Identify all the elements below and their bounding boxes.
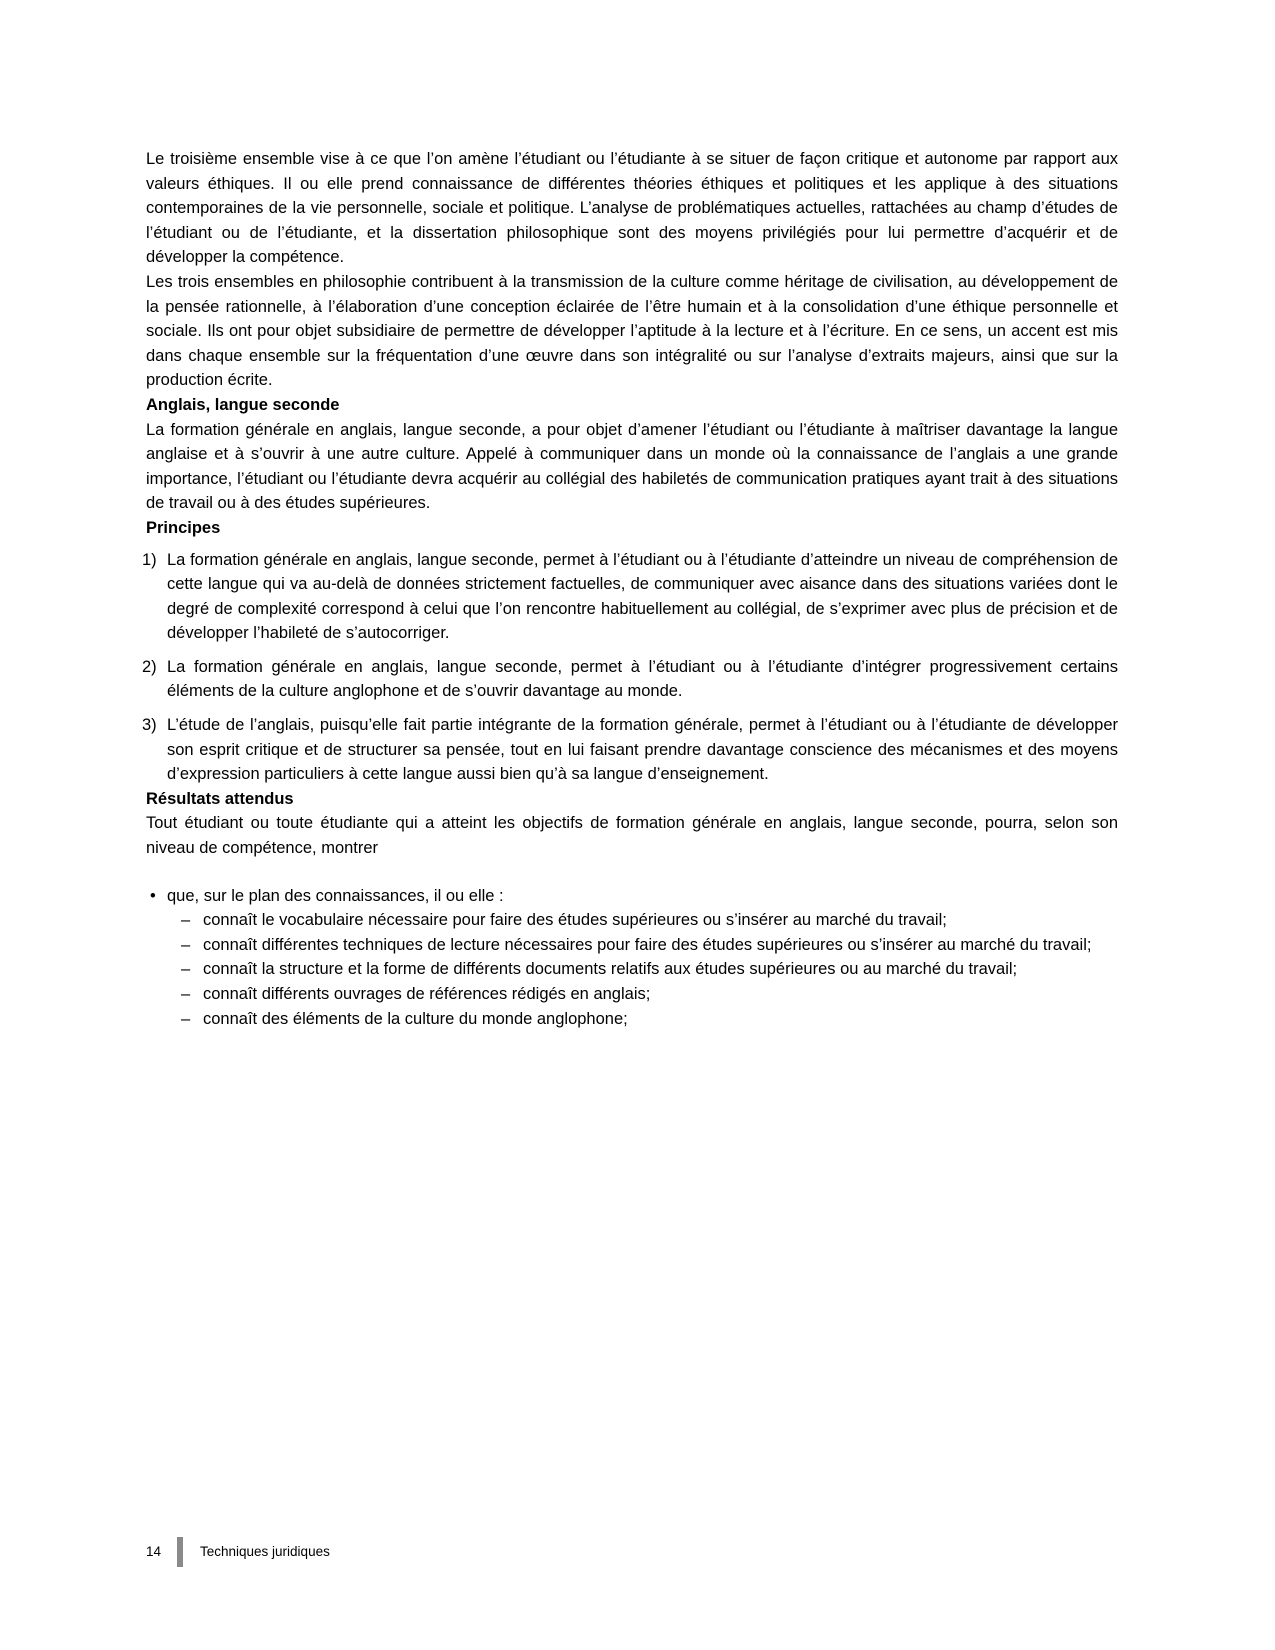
dash-item-text: connaît différents ouvrages de références rédigés en anglais; — [203, 985, 651, 1003]
dash-icon: – — [181, 1009, 191, 1028]
footer-section-label: Techniques juridiques — [200, 1544, 330, 1559]
dash-item-structure-documents — [146, 957, 1118, 982]
heading-principes: Principes — [146, 518, 221, 537]
principle-item-1-text: La formation générale en anglais, langue seconde, permet à l’étudiant ou à l’étudiante d’atteindre un niveau de compréhension de cette langue qui va au-delà de données strictement factuelles, de communiquer avec aisance dans des situations variées dont le degré de complexité correspond à celui que l’on rencontre habituellement au collégial, de s’exprimer avec plus de précision et de développer l’habileté de s’autocorriger. — [167, 550, 1118, 643]
bullet-item-connaissances — [146, 884, 1118, 909]
page-number: 14 — [146, 1544, 162, 1559]
dash-item-text: connaît la structure et la forme de différents documents relatifs aux études supérieures ou au marché du travail; — [203, 960, 1018, 979]
principle-item-3 — [142, 713, 1118, 787]
list-number-2: 2) — [142, 657, 157, 676]
principle-item-2-text: La formation générale en anglais, langue seconde, permet à l’étudiant ou à l’étudiante d’intégrer progressivement certains éléments de la culture anglophone et de s’ouvrir davantage au monde. — [167, 657, 1118, 701]
paragraph-trois-ensembles: Les trois ensembles en philosophie contribuent à la transmission de la culture comme héritage de civilisation, au développement de la pensée rationnelle, à l’élaboration d’une conception éclairée de l’être humain et à la consolidation d’une éthique personnelle et sociale. Ils ont pour objet subsidiaire de permettre de développer l’aptitude à la lecture et à l’écriture. En ce sens, un accent est mis dans chaque ensemble sur la fréquentation d’une œuvre dans son intégralité ou sur l’analyse d’extraits majeurs, ainsi que sur la production écrite. — [146, 272, 1118, 390]
dash-icon: – — [181, 911, 191, 930]
bullet-icon: • — [150, 886, 156, 905]
dash-icon: – — [181, 935, 191, 954]
dash-icon: – — [181, 985, 191, 1003]
dash-item-vocabulaire — [146, 908, 1118, 933]
heading-resultats-attendus: Résultats attendus — [146, 789, 294, 808]
list-number-1: 1) — [142, 550, 157, 569]
connaissances-list — [146, 884, 1118, 1032]
dash-item-techniques-lecture — [146, 933, 1118, 958]
page-content — [142, 147, 1118, 1031]
principle-item-3-text: L’étude de l’anglais, puisqu’elle fait partie intégrante de la formation générale, permet à l’étudiant ou à l’étudiante de développer son esprit critique et de structurer sa pensée, tout en lui faisant prendre davantage conscience des mécanismes et des moyens d’expression particuliers à cette langue aussi bien qu’à sa langue d’enseignement. — [167, 716, 1118, 784]
page-footer — [146, 1536, 330, 1568]
principle-item-2 — [142, 655, 1118, 704]
paragraph-resultats-intro: Tout étudiant ou toute étudiante qui a atteint les objectifs de formation générale en anglais, langue seconde, pourra, selon son niveau de compétence, montrer — [146, 814, 1118, 858]
principle-item-1 — [142, 548, 1118, 646]
paragraph-anglais-intro: La formation générale en anglais, langue seconde, a pour objet d’amener l’étudiant ou l’étudiante à maîtriser davantage la langue anglaise et à s’ouvrir à une autre culture. Appelé à communiquer dans un monde où la connaissance de l’anglais a une grande importance, l’étudiant ou l’étudiante devra acquérir au collégial des habiletés de communication pratiques ayant trait à des situations de travail ou à des études supérieures. — [146, 420, 1118, 513]
dash-item-ouvrages-references — [146, 982, 1118, 1007]
heading-anglais-langue-seconde: Anglais, langue seconde — [146, 395, 340, 414]
dash-icon: – — [181, 960, 191, 979]
list-number-3: 3) — [142, 716, 157, 735]
footer-divider-bar — [177, 1537, 183, 1567]
dash-item-text: connaît des éléments de la culture du monde anglophone; — [203, 1009, 628, 1028]
dash-item-culture-anglophone — [146, 1007, 1118, 1032]
paragraph-troisieme-ensemble: Le troisième ensemble vise à ce que l’on amène l’étudiant ou l’étudiante à se situer de façon critique et autonome par rapport aux valeurs éthiques. Il ou elle prend connaissance de différentes théories éthiques et politiques et les applique à des situations contemporaines de la vie personnelle, sociale et politique. L’analyse de problématiques actuelles, rattachées au champ d’études de l’étudiant ou de l’étudiante, et la dissertation philosophique sont des moyens privilégiés pour lui permettre d’acquérir et de développer la compétence. — [146, 150, 1118, 267]
dash-item-text: connaît différentes techniques de lecture nécessaires pour faire des études supérieures ou s’insérer au marché du travail; — [203, 935, 1092, 954]
dash-item-text: connaît le vocabulaire nécessaire pour faire des études supérieures ou s’insérer au marché du travail; — [203, 911, 947, 930]
bullet-lead-text: que, sur le plan des connaissances, il ou elle : — [167, 886, 504, 905]
